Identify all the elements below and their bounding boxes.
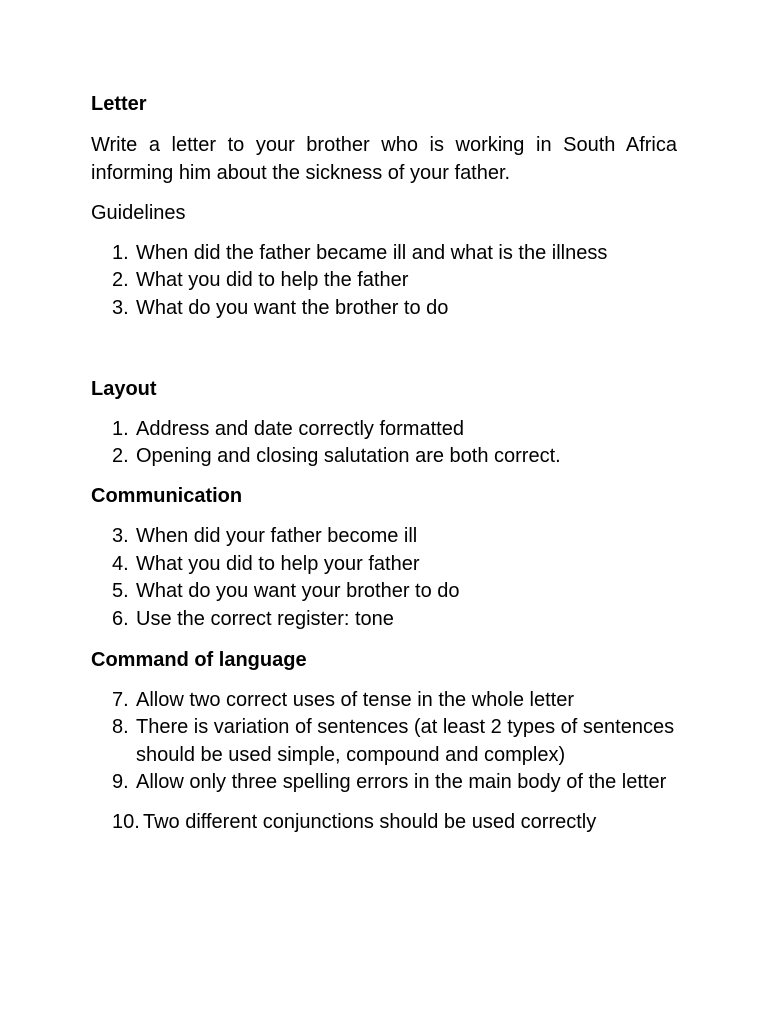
list-item-text: Address and date correctly formatted [136, 418, 464, 440]
list-item-number: 2. [112, 269, 129, 291]
guidelines-label: Guidelines [91, 202, 186, 224]
list-item-number: 8. [112, 716, 129, 738]
list-item-number: 3. [112, 525, 129, 547]
list-item-number: 10. [112, 811, 140, 833]
communication-heading: Communication [91, 485, 243, 507]
list-item-text: should be used simple, compound and complex) [136, 744, 566, 766]
letter-heading: Letter [91, 93, 147, 115]
list-item-number: 5. [112, 580, 129, 602]
list-item-number: 4. [112, 553, 129, 575]
list-item-number: 7. [112, 689, 129, 711]
list-item-number: 2. [112, 445, 129, 467]
list-item-number: 3. [112, 297, 129, 319]
letter-prompt: Write a letter to your brother who is working in South Africa informing him about the sickness of your father. [91, 134, 677, 184]
list-item-text: When did the father became ill and what is the illness [136, 242, 608, 264]
list-item-number: 1. [112, 242, 129, 264]
list-item-text: What you did to help your father [136, 553, 420, 575]
list-item-text: There is variation of sentences (at least 2 types of sentences [136, 716, 675, 738]
list-item-text: Two different conjunctions should be used correctly [143, 811, 597, 833]
layout-heading: Layout [91, 378, 157, 400]
list-item-text: What you did to help the father [136, 269, 409, 291]
list-item-text: Opening and closing salutation are both correct. [136, 445, 561, 467]
list-item-text: What do you want the brother to do [136, 297, 449, 319]
list-item-text: When did your father become ill [136, 525, 418, 547]
command-heading: Command of language [91, 649, 307, 671]
list-item-text: What do you want your brother to do [136, 580, 460, 602]
list-item-text: Allow two correct uses of tense in the whole letter [136, 689, 574, 711]
list-item-number: 1. [112, 418, 129, 440]
list-item-text: Allow only three spelling errors in the main body of the letter [136, 771, 667, 793]
list-item-number: 9. [112, 771, 129, 793]
list-item-text: Use the correct register: tone [136, 608, 394, 630]
list-item-number: 6. [112, 608, 129, 630]
